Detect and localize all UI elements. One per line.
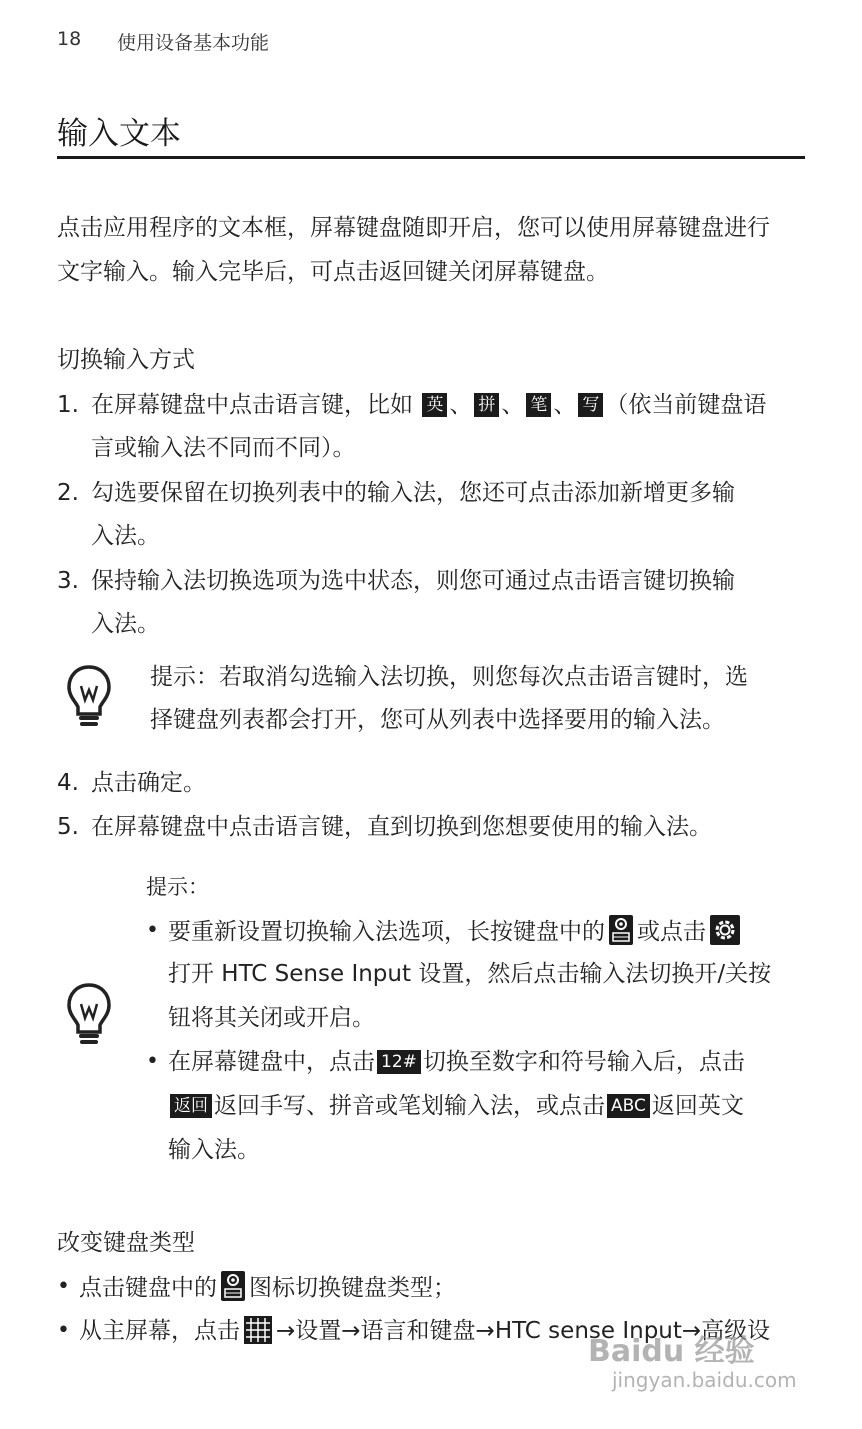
lightbulb-icon (66, 664, 112, 730)
step-1-text-a: 在屏幕键盘中点击语言键，比如 (91, 392, 413, 418)
step-1-line-2: 言或输入法不同而不同）。 (91, 435, 356, 461)
tip-2-b2-text-b2: 返回英文 (651, 1093, 744, 1119)
key-stroke: 笔 (526, 393, 551, 417)
bullet: • (57, 1318, 70, 1343)
change-b2-text-b: →设置→语言和键盘→HTC sense Input→高级设 (276, 1318, 771, 1344)
bullet: • (146, 1049, 159, 1074)
tip-2-label: 提示： (146, 875, 209, 899)
step-number: 2. (57, 480, 79, 506)
tip-1-line-1: 提示：若取消勾选输入法切换，则您每次点击语言键时，选 (150, 664, 748, 690)
title-rule (57, 156, 805, 159)
step-2-line-1: 勾选要保留在切换列表中的输入法，您还可点击添加新增更多输 (91, 480, 735, 506)
tip-2-b2-text-b: 返回手写、拼音或笔划输入法，或点击 (214, 1093, 605, 1119)
step-number: 5. (57, 814, 79, 840)
key-back: 返回 (170, 1094, 212, 1118)
settings-gear-icon (710, 915, 740, 945)
step-number: 3. (57, 568, 79, 594)
bullet: • (146, 918, 159, 943)
tip-2-b2-text-a2: 切换至数字和符号输入后，点击 (422, 1049, 745, 1075)
change-b1-text-a: 点击键盘中的 (79, 1275, 217, 1301)
tip-2-bullet-2-line-1 (168, 1046, 745, 1078)
tip-2-bullet-1-line-2: 打开 HTC Sense Input 设置，然后点击输入法切换开/关按 (168, 961, 772, 987)
intro-line-1: 点击应用程序的文本框，屏幕键盘随即开启，您可以使用屏幕键盘进行 (57, 215, 770, 241)
step-3-line-2: 入法。 (91, 611, 160, 637)
tip-2-b1-text-a: 要重新设置切换输入法选项，长按键盘中的 (168, 919, 605, 945)
step-2-line-2: 入法。 (91, 523, 160, 549)
page-title: 输入文本 (57, 116, 181, 152)
key-12-symbols: 12# (377, 1050, 421, 1074)
all-apps-grid-icon (244, 1316, 272, 1344)
keyboard-settings-icon (609, 915, 633, 945)
step-1-text-b: （依当前键盘语 (605, 392, 767, 418)
key-abc: ABC (607, 1094, 650, 1118)
tip-2-b1-text-mid: 或点击 (637, 919, 706, 945)
bullet: • (57, 1274, 70, 1299)
change-b1-text-b: 图标切换键盘类型； (249, 1275, 456, 1301)
step-3-line-1: 保持输入法切换选项为选中状态，则您可通过点击语言键切换输 (91, 568, 735, 594)
watermark-url: jingyan.baidu.com (612, 1368, 797, 1392)
tip-2-b2-text-a: 在屏幕键盘中，点击 (168, 1049, 375, 1075)
step-4-text: 点击确定。 (91, 770, 206, 796)
separator: 、 (501, 392, 525, 418)
separator: 、 (449, 392, 473, 418)
tip-2-bullet-2-line-3: 输入法。 (168, 1137, 260, 1163)
step-number: 1. (57, 392, 79, 418)
keyboard-settings-icon (221, 1271, 245, 1301)
running-header: 使用设备基本功能 (117, 32, 270, 54)
section-heading-switch: 切换输入方式 (57, 347, 195, 373)
step-number: 4. (57, 770, 79, 796)
change-bullet-1 (79, 1271, 456, 1304)
step-1-line-1 (91, 389, 766, 421)
tip-2-bullet-1-line-3: 钮将其关闭或开启。 (168, 1005, 375, 1031)
tip-1-line-2: 择键盘列表都会打开，您可从列表中选择要用的输入法。 (150, 707, 725, 733)
separator: 、 (553, 392, 577, 418)
key-pinyin: 拼 (474, 393, 499, 417)
intro-line-2: 文字输入。输入完毕后，可点击返回键关闭屏幕键盘。 (57, 259, 609, 285)
tip-2-bullet-1-line-1 (168, 915, 744, 948)
key-english: 英 (422, 393, 447, 417)
step-5-text: 在屏幕键盘中点击语言键，直到切换到您想要使用的输入法。 (91, 814, 712, 840)
page-number: 18 (57, 28, 82, 50)
change-b2-text-a: 从主屏幕，点击 (79, 1318, 240, 1344)
tip-2-bullet-2-line-2 (168, 1090, 744, 1122)
lightbulb-icon (66, 982, 112, 1048)
key-handwriting: 写 (578, 393, 603, 417)
watermark-logo: Baidu 经验 (588, 1334, 755, 1369)
section-heading-change: 改变键盘类型 (57, 1230, 195, 1256)
